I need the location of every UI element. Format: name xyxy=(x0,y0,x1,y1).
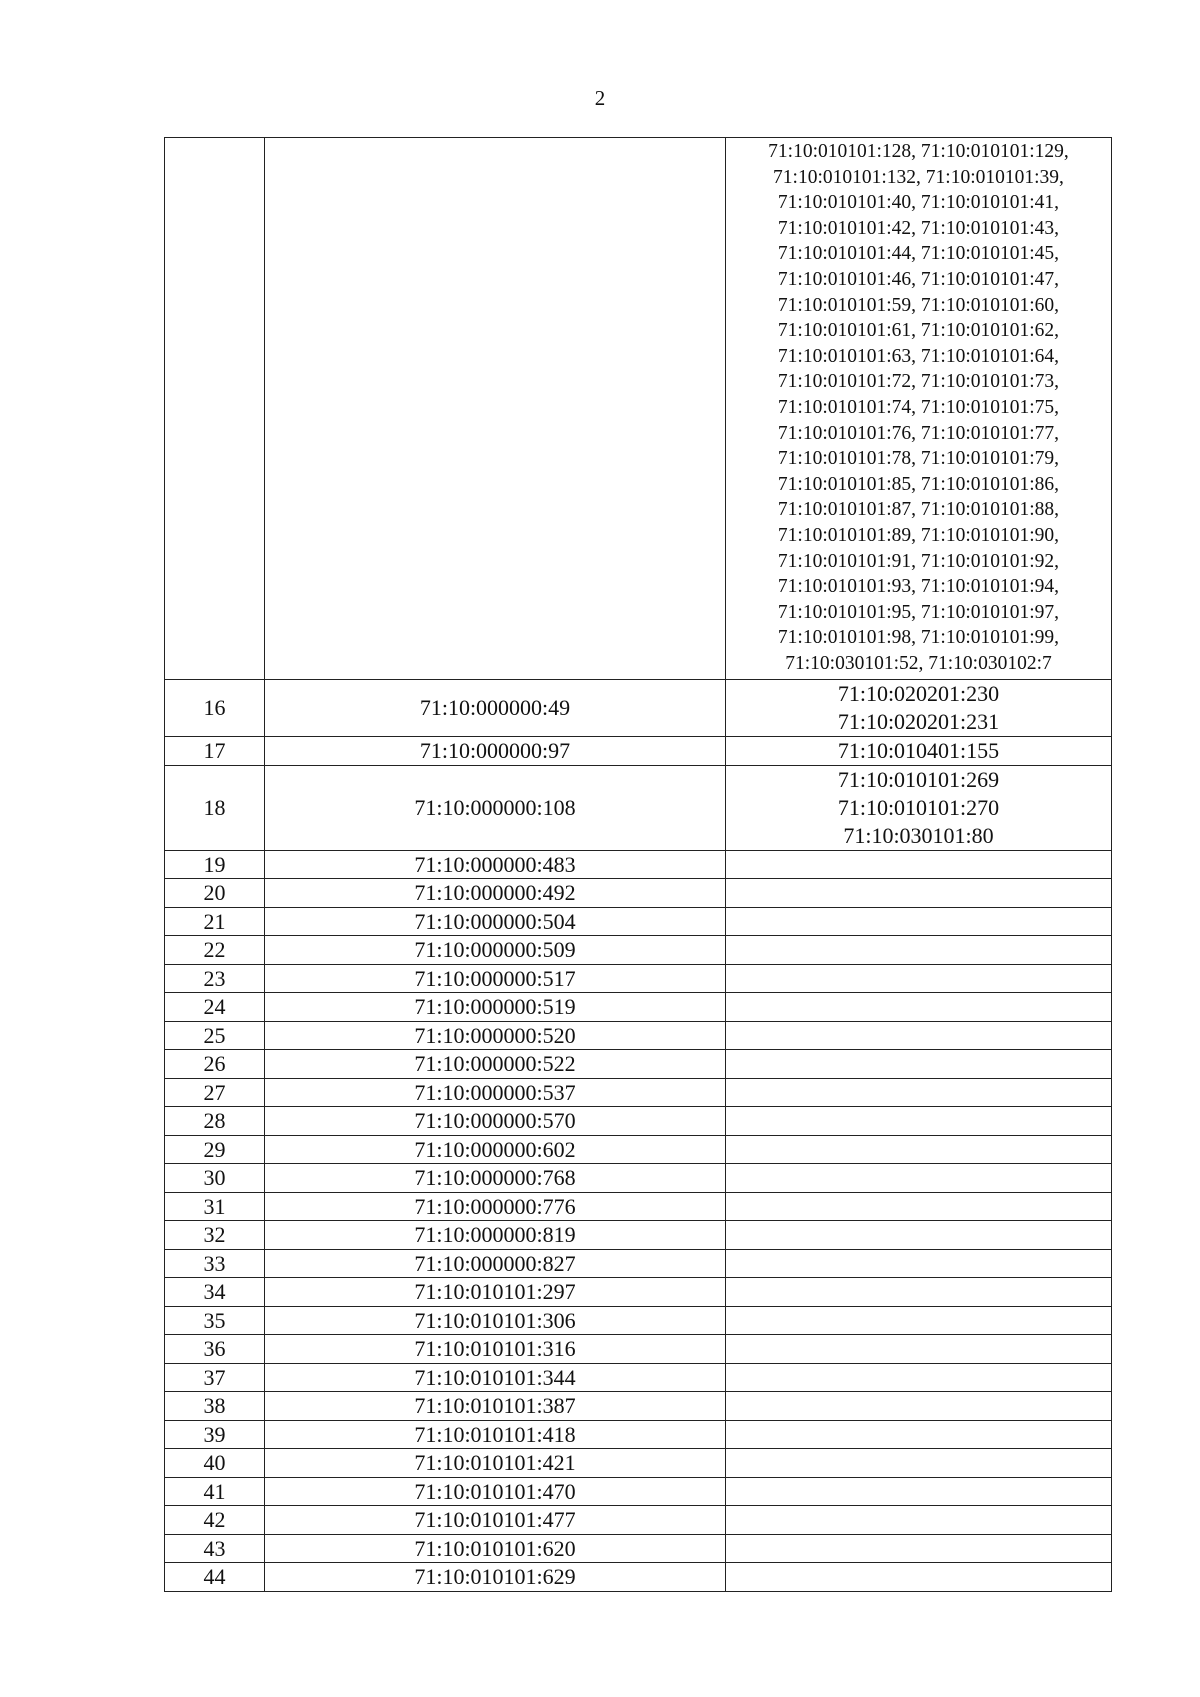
cadastral-number: 71:10:000000:97 xyxy=(265,737,726,766)
plot-list-line: 71:10:010101:89, 71:10:010101:90, xyxy=(777,524,1060,546)
row-number: 40 xyxy=(165,1449,265,1478)
related-plots xyxy=(726,1306,1112,1335)
row-number: 21 xyxy=(165,907,265,936)
related-plots xyxy=(726,1249,1112,1278)
related-plot: 71:10:020201:230 xyxy=(837,681,1000,706)
plot-list-line: 71:10:010101:85, 71:10:010101:86, xyxy=(777,473,1060,495)
related-plots xyxy=(726,1164,1112,1193)
table-row xyxy=(165,964,1112,993)
related-plots xyxy=(726,1420,1112,1449)
related-plots xyxy=(726,964,1112,993)
related-plots xyxy=(726,765,1112,850)
cadastral-number: 71:10:000000:49 xyxy=(265,680,726,737)
cadastral-number: 71:10:010101:470 xyxy=(265,1477,726,1506)
cadastral-number: 71:10:000000:522 xyxy=(265,1050,726,1079)
cadastral-number: 71:10:010101:620 xyxy=(265,1534,726,1563)
cadastral-number: 71:10:010101:344 xyxy=(265,1363,726,1392)
related-plot: 71:10:010101:270 xyxy=(837,794,1000,820)
row-number: 22 xyxy=(165,936,265,965)
row-number: 26 xyxy=(165,1050,265,1079)
table-row xyxy=(165,1164,1112,1193)
related-plots xyxy=(726,680,1112,737)
row-number: 38 xyxy=(165,1392,265,1421)
related-plots xyxy=(726,1278,1112,1307)
row-number: 37 xyxy=(165,1363,265,1392)
row-number: 24 xyxy=(165,993,265,1022)
row-number: 29 xyxy=(165,1135,265,1164)
table-row xyxy=(165,1107,1112,1136)
row-number: 44 xyxy=(165,1563,265,1592)
cadastral-number: 71:10:000000:819 xyxy=(265,1221,726,1250)
row-number: 23 xyxy=(165,964,265,993)
cadastral-number: 71:10:000000:492 xyxy=(265,879,726,908)
related-plots xyxy=(726,737,1112,766)
table-body xyxy=(165,138,1112,1592)
page-number: 2 xyxy=(594,86,606,110)
table-row xyxy=(165,907,1112,936)
cadastral-number: 71:10:010101:477 xyxy=(265,1506,726,1535)
table-row xyxy=(165,1278,1112,1307)
plot-list-line: 71:10:010101:132, 71:10:010101:39, xyxy=(773,166,1064,188)
cadastral-number: 71:10:010101:418 xyxy=(265,1420,726,1449)
table-row xyxy=(165,1449,1112,1478)
row-number: 32 xyxy=(165,1221,265,1250)
table-row xyxy=(165,765,1112,850)
related-plots xyxy=(726,1363,1112,1392)
related-plots xyxy=(726,1221,1112,1250)
plot-list-line: 71:10:010101:128, 71:10:010101:129, xyxy=(768,141,1069,162)
row-number: 19 xyxy=(165,850,265,879)
cadastral-number: 71:10:000000:768 xyxy=(265,1164,726,1193)
related-plots xyxy=(726,1050,1112,1079)
table-row xyxy=(165,1363,1112,1392)
related-plots xyxy=(726,1192,1112,1221)
related-plots xyxy=(726,1021,1112,1050)
table-row xyxy=(165,1506,1112,1535)
table-row xyxy=(165,1021,1112,1050)
related-plot: 71:10:030101:80 xyxy=(843,822,994,848)
row-number: 28 xyxy=(165,1107,265,1136)
table-row xyxy=(165,1534,1112,1563)
plot-list-line: 71:10:010101:44, 71:10:010101:45, xyxy=(777,243,1060,265)
row-number: 31 xyxy=(165,1192,265,1221)
table-row xyxy=(165,1335,1112,1364)
table-row xyxy=(165,1221,1112,1250)
related-plots xyxy=(726,907,1112,936)
plot-list-line: 71:10:010101:78, 71:10:010101:79, xyxy=(777,448,1060,470)
plot-list-line: 71:10:010101:42, 71:10:010101:43, xyxy=(777,217,1060,239)
related-plots xyxy=(726,1449,1112,1478)
plot-list-line: 71:10:010101:59, 71:10:010101:60, xyxy=(777,294,1060,316)
row-number: 42 xyxy=(165,1506,265,1535)
cadastral-number: 71:10:010101:306 xyxy=(265,1306,726,1335)
table-row xyxy=(165,1392,1112,1421)
table-row xyxy=(165,1306,1112,1335)
row-number: 20 xyxy=(165,879,265,908)
plot-list-line: 71:10:010101:98, 71:10:010101:99, xyxy=(777,627,1060,649)
row-number: 25 xyxy=(165,1021,265,1050)
row-number: 43 xyxy=(165,1534,265,1563)
table-row xyxy=(165,1563,1112,1592)
related-plot: 71:10:010101:269 xyxy=(837,766,1000,792)
related-plots xyxy=(726,1107,1112,1136)
cadastral-number: 71:10:000000:517 xyxy=(265,964,726,993)
table-row xyxy=(165,680,1112,737)
cadastral-number: 71:10:000000:520 xyxy=(265,1021,726,1050)
related-plots xyxy=(726,936,1112,965)
cadastral-number: 71:10:010101:297 xyxy=(265,1278,726,1307)
table-row xyxy=(165,737,1112,766)
plot-list-line: 71:10:010101:95, 71:10:010101:97, xyxy=(777,601,1060,623)
table-row xyxy=(165,1078,1112,1107)
table-row xyxy=(165,850,1112,879)
row-number: 41 xyxy=(165,1477,265,1506)
related-plots xyxy=(726,879,1112,908)
cell-number-empty xyxy=(165,138,265,680)
plot-list-line: 71:10:010101:74, 71:10:010101:75, xyxy=(777,396,1060,418)
cadastral-number: 71:10:000000:519 xyxy=(265,993,726,1022)
row-number: 33 xyxy=(165,1249,265,1278)
cadastral-number: 71:10:010101:387 xyxy=(265,1392,726,1421)
row-number: 16 xyxy=(165,680,265,737)
row-number: 34 xyxy=(165,1278,265,1307)
table-row xyxy=(165,1420,1112,1449)
cadastral-number: 71:10:000000:483 xyxy=(265,850,726,879)
row-number: 35 xyxy=(165,1306,265,1335)
plot-list-line: 71:10:010101:93, 71:10:010101:94, xyxy=(777,576,1060,598)
table-row xyxy=(165,1050,1112,1079)
row-number: 30 xyxy=(165,1164,265,1193)
table-row xyxy=(165,936,1112,965)
cadastral-number: 71:10:010101:629 xyxy=(265,1563,726,1592)
cadastral-number: 71:10:010101:421 xyxy=(265,1449,726,1478)
cadastral-number: 71:10:000000:776 xyxy=(265,1192,726,1221)
table-row xyxy=(165,993,1112,1022)
cell-cadastral-empty xyxy=(265,138,726,680)
cadastral-number: 71:10:000000:602 xyxy=(265,1135,726,1164)
related-plots xyxy=(726,1534,1112,1563)
table-row xyxy=(165,879,1112,908)
row-number: 18 xyxy=(165,765,265,850)
related-plots xyxy=(726,1506,1112,1535)
plot-list-line: 71:10:010101:91, 71:10:010101:92, xyxy=(777,550,1060,572)
related-plots xyxy=(726,1135,1112,1164)
row-number: 36 xyxy=(165,1335,265,1364)
row-number: 39 xyxy=(165,1420,265,1449)
table-row-continuation xyxy=(165,138,1112,680)
related-plots xyxy=(726,1563,1112,1592)
related-plots xyxy=(726,1078,1112,1107)
related-plots xyxy=(726,993,1112,1022)
related-plot: 71:10:020201:231 xyxy=(837,709,1000,734)
cadastral-number: 71:10:000000:504 xyxy=(265,907,726,936)
related-plots xyxy=(726,1335,1112,1364)
row-number: 27 xyxy=(165,1078,265,1107)
plot-list-line: 71:10:010101:76, 71:10:010101:77, xyxy=(777,422,1060,444)
plot-list-lines xyxy=(726,139,1111,676)
cell-plot-list xyxy=(726,138,1112,680)
table-row xyxy=(165,1135,1112,1164)
related-plots xyxy=(726,1392,1112,1421)
table-row xyxy=(165,1477,1112,1506)
plot-list-line: 71:10:010101:61, 71:10:010101:62, xyxy=(777,320,1060,342)
cadastral-number: 71:10:000000:509 xyxy=(265,936,726,965)
plot-list-line: 71:10:010101:87, 71:10:010101:88, xyxy=(777,499,1060,521)
cadastral-number: 71:10:000000:827 xyxy=(265,1249,726,1278)
plot-list-line: 71:10:010101:63, 71:10:010101:64, xyxy=(777,345,1060,367)
row-number: 17 xyxy=(165,737,265,766)
table-row xyxy=(165,1192,1112,1221)
cadastral-table xyxy=(164,137,1112,1592)
plot-list-line: 71:10:030101:52, 71:10:030102:7 xyxy=(785,652,1052,674)
plot-list-line: 71:10:010101:72, 71:10:010101:73, xyxy=(777,371,1060,393)
related-plots xyxy=(726,850,1112,879)
related-plot: 71:10:010401:155 xyxy=(837,738,1000,763)
cadastral-number: 71:10:000000:108 xyxy=(265,765,726,850)
plot-list-line: 71:10:010101:40, 71:10:010101:41, xyxy=(777,192,1060,214)
cadastral-number: 71:10:010101:316 xyxy=(265,1335,726,1364)
related-plots xyxy=(726,1477,1112,1506)
table-row xyxy=(165,1249,1112,1278)
cadastral-number: 71:10:000000:570 xyxy=(265,1107,726,1136)
plot-list-line: 71:10:010101:46, 71:10:010101:47, xyxy=(777,268,1060,290)
cadastral-number: 71:10:000000:537 xyxy=(265,1078,726,1107)
